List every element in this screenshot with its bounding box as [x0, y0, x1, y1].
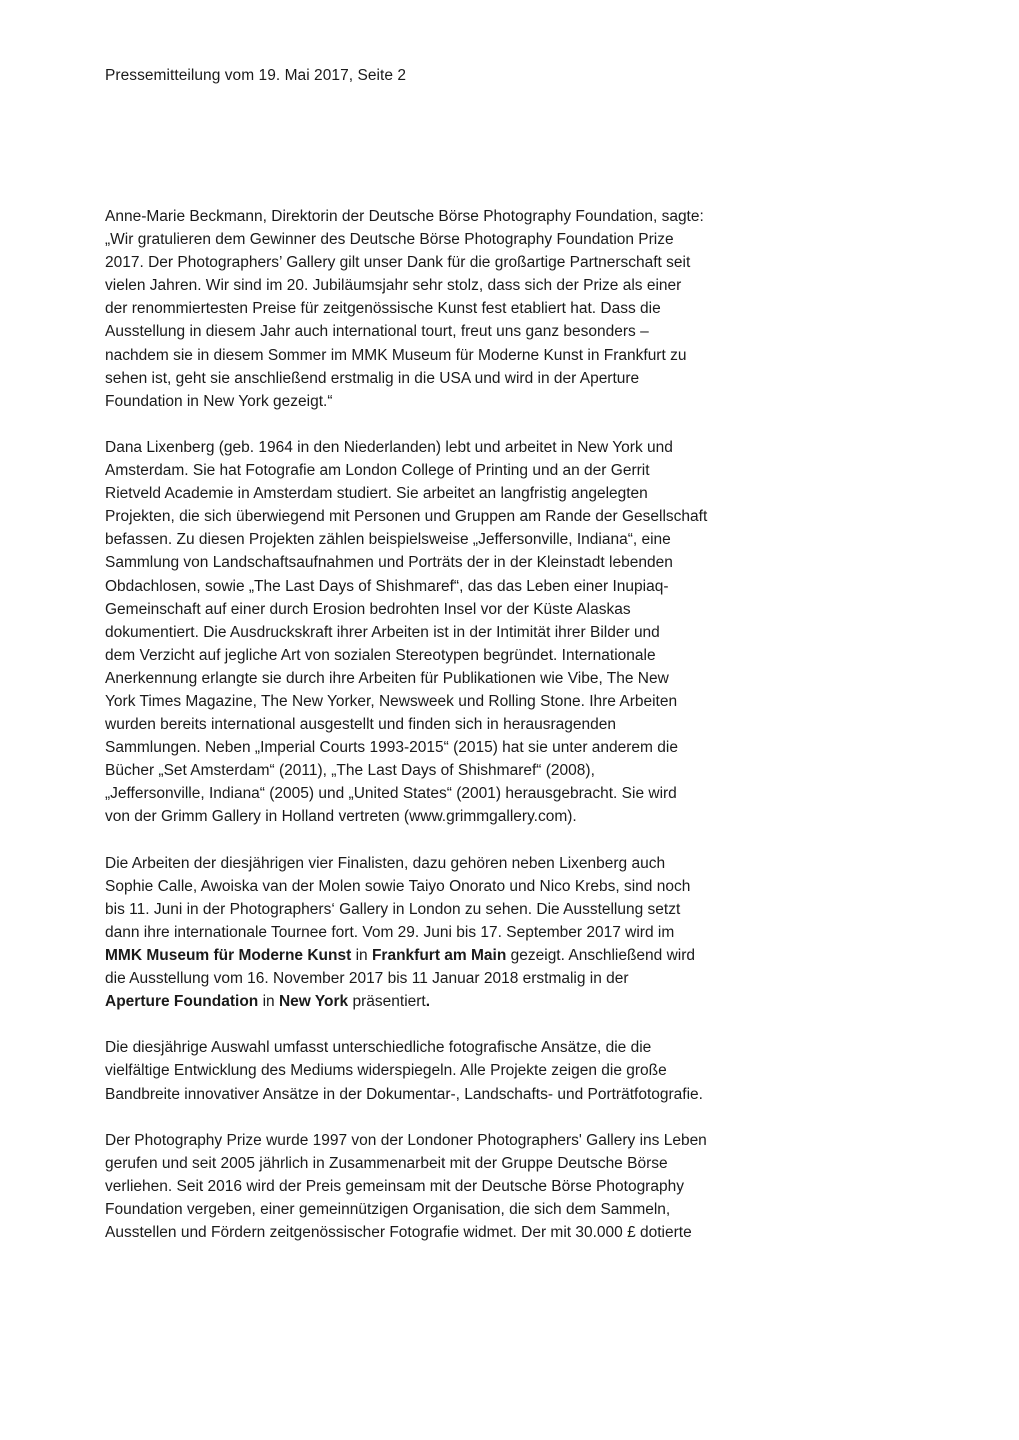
text-run: von der Grimm Gallery in Holland vertreten (www.grimmgallery.com). [105, 808, 577, 826]
text-run: 2017. Der Photographers’ Gallery gilt unser Dank für die großartige Partnerschaft seit [105, 254, 691, 272]
text-line [105, 944, 785, 967]
page-header: Pressemitteilung vom 19. Mai 2017, Seite 2 [105, 67, 407, 84]
text-line [105, 297, 785, 320]
text-line [105, 205, 785, 228]
text-line [105, 482, 785, 505]
text-line [105, 621, 785, 644]
text-run: Bandbreite innovativer Ansätze in der Dokumentar-, Landschafts- und Porträtfotografie. [105, 1085, 703, 1103]
text-run: Die Arbeiten der diesjährigen vier Finalisten, dazu gehören neben Lixenberg auch [105, 854, 666, 872]
text-run: Bücher „Set Amsterdam“ (2011), „The Last Days of Shishmaref“ (2008), [105, 762, 595, 780]
text-line [105, 575, 785, 598]
text-run: Dana Lixenberg (geb. 1964 in den Niederlanden) lebt und arbeitet in New York und [105, 438, 673, 456]
bold-text: Frankfurt am Main [371, 947, 507, 964]
text-run: York Times Magazine, The New Yorker, Newsweek und Rolling Stone. Ihre Arbeiten [105, 692, 678, 710]
text-line [105, 898, 785, 921]
text-run: Die diesjährige Auswahl umfasst unterschiedliche fotografische Ansätze, die die [105, 1039, 652, 1057]
text-line [105, 1221, 785, 1244]
text-run: die Ausstellung vom 16. November 2017 bis 11 Januar 2018 erstmalig in der [105, 970, 629, 988]
text-run: Foundation in New York gezeigt.“ [105, 392, 333, 410]
text-line [105, 1036, 785, 1059]
text-line [105, 1152, 785, 1175]
text-run: der renommiertesten Preise für zeitgenössische Kunst fest etabliert hat. Dass die [105, 300, 661, 318]
text-run: „Jeffersonville, Indiana“ (2005) und „United States“ (2001) herausgebracht. Sie wird [105, 785, 677, 803]
text-line [105, 713, 785, 736]
text-run: Sammlungen. Neben „Imperial Courts 1993-2015“ (2015) hat sie unter anderem die [105, 739, 678, 757]
bold-text: . [425, 993, 431, 1011]
paragraph-1 [105, 205, 785, 413]
text-line [105, 1059, 785, 1082]
text-line [105, 967, 785, 990]
text-line [105, 1083, 785, 1106]
text-run: sehen ist, geht sie anschließend erstmalig in die USA und wird in der Aperture [105, 369, 640, 387]
text-run: Rietveld Academie in Amsterdam studiert. Sie arbeitet an langfristig angelegten [105, 485, 648, 503]
text-run: Ausstellen und Fördern zeitgenössischer Fotografie widmet. Der mit 30.000 £ dotierte [105, 1224, 692, 1242]
text-run: befassen. Zu diesen Projekten zählen beispielsweise „Jeffersonville, Indiana“, eine [105, 531, 671, 549]
text-line [105, 320, 785, 343]
text-line [105, 505, 785, 528]
text-run: präsentiert [348, 993, 426, 1011]
text-line [105, 344, 785, 367]
text-line [105, 436, 785, 459]
text-line [105, 875, 785, 898]
document-body [105, 205, 785, 1267]
text-line [105, 228, 785, 251]
text-run: vielfältige Entwicklung des Mediums widerspiegeln. Alle Projekte zeigen die große [105, 1062, 667, 1080]
bold-text: MMK Museum für Moderne Kunst [105, 947, 352, 964]
text-run: Obdachlosen, sowie „The Last Days of Shishmaref“, das das Leben einer Inupiaq- [105, 577, 669, 595]
text-line [105, 644, 785, 667]
text-run: verliehen. Seit 2016 wird der Preis gemeinsam mit der Deutsche Börse Photography [105, 1177, 684, 1195]
text-run: in [258, 993, 279, 1011]
text-line [105, 598, 785, 621]
text-run: in [351, 947, 372, 964]
text-line [105, 251, 785, 274]
text-run: Projekten, die sich überwiegend mit Personen und Gruppen am Rande der Gesellschaft [105, 508, 708, 526]
paragraph-3 [105, 852, 785, 1014]
text-line [105, 990, 785, 1013]
paragraph-5 [105, 1129, 785, 1244]
paragraph-4 [105, 1036, 785, 1105]
text-run: „Wir gratulieren dem Gewinner des Deutsche Börse Photography Foundation Prize [105, 231, 674, 249]
text-line [105, 390, 785, 413]
text-line [105, 805, 785, 828]
text-run: Sammlung von Landschaftsaufnahmen und Porträts der in der Kleinstadt lebenden [105, 554, 673, 572]
text-run: Ausstellung in diesem Jahr auch international tourt, freut uns ganz besonders – [105, 323, 649, 341]
text-line [105, 921, 785, 944]
text-run: dem Verzicht auf jegliche Art von sozialen Stereotypen begründet. Internationale [105, 646, 656, 664]
text-run: wurden bereits international ausgestellt und finden sich in herausragenden [105, 716, 616, 734]
text-line [105, 528, 785, 551]
text-line [105, 667, 785, 690]
bold-text: Aperture Foundation [105, 993, 259, 1011]
text-line [105, 274, 785, 297]
bold-text: New York [278, 993, 349, 1011]
text-run: Der Photography Prize wurde 1997 von der Londoner Photographers' Gallery ins Leben [105, 1131, 707, 1149]
text-run: Sophie Calle, Awoiska van der Molen sowie Taiyo Onorato und Nico Krebs, sind noch [105, 877, 691, 895]
text-line [105, 1129, 785, 1152]
text-run: bis 11. Juni in der Photographers‘ Gallery in London zu sehen. Die Ausstellung setzt [105, 900, 681, 918]
text-run: dokumentiert. Die Ausdruckskraft ihrer Arbeiten ist in der Intimität ihrer Bilder und [105, 623, 660, 641]
text-line [105, 852, 785, 875]
text-line [105, 736, 785, 759]
text-run: Amsterdam. Sie hat Fotografie am London College of Printing und an der Gerrit [105, 462, 650, 480]
text-run: nachdem sie in diesem Sommer im MMK Museum für Moderne Kunst in Frankfurt zu [105, 346, 687, 364]
text-run: Anerkennung erlangte sie durch ihre Arbeiten für Publikationen wie Vibe, The New [105, 669, 669, 687]
text-line [105, 367, 785, 390]
text-run: dann ihre internationale Tournee fort. Vom 29. Juni bis 17. September 2017 wird im [105, 923, 675, 941]
text-run: Gemeinschaft auf einer durch Erosion bedrohten Insel vor der Küste Alaskas [105, 600, 631, 618]
text-line [105, 782, 785, 805]
paragraph-2 [105, 436, 785, 829]
text-line [105, 551, 785, 574]
text-line [105, 759, 785, 782]
text-run: gezeigt. Anschließend wird [506, 947, 696, 964]
text-run: gerufen und seit 2005 jährlich in Zusammenarbeit mit der Gruppe Deutsche Börse [105, 1154, 668, 1172]
text-run: vielen Jahren. Wir sind im 20. Jubiläumsjahr sehr stolz, dass sich der Prize als einer [105, 277, 682, 295]
text-line [105, 690, 785, 713]
text-run: Foundation vergeben, einer gemeinnützigen Organisation, die sich dem Sammeln, [105, 1201, 671, 1219]
text-line [105, 1198, 785, 1221]
text-line [105, 1175, 785, 1198]
text-run: Anne-Marie Beckmann, Direktorin der Deutsche Börse Photography Foundation, sagte: [105, 208, 704, 225]
text-line [105, 459, 785, 482]
